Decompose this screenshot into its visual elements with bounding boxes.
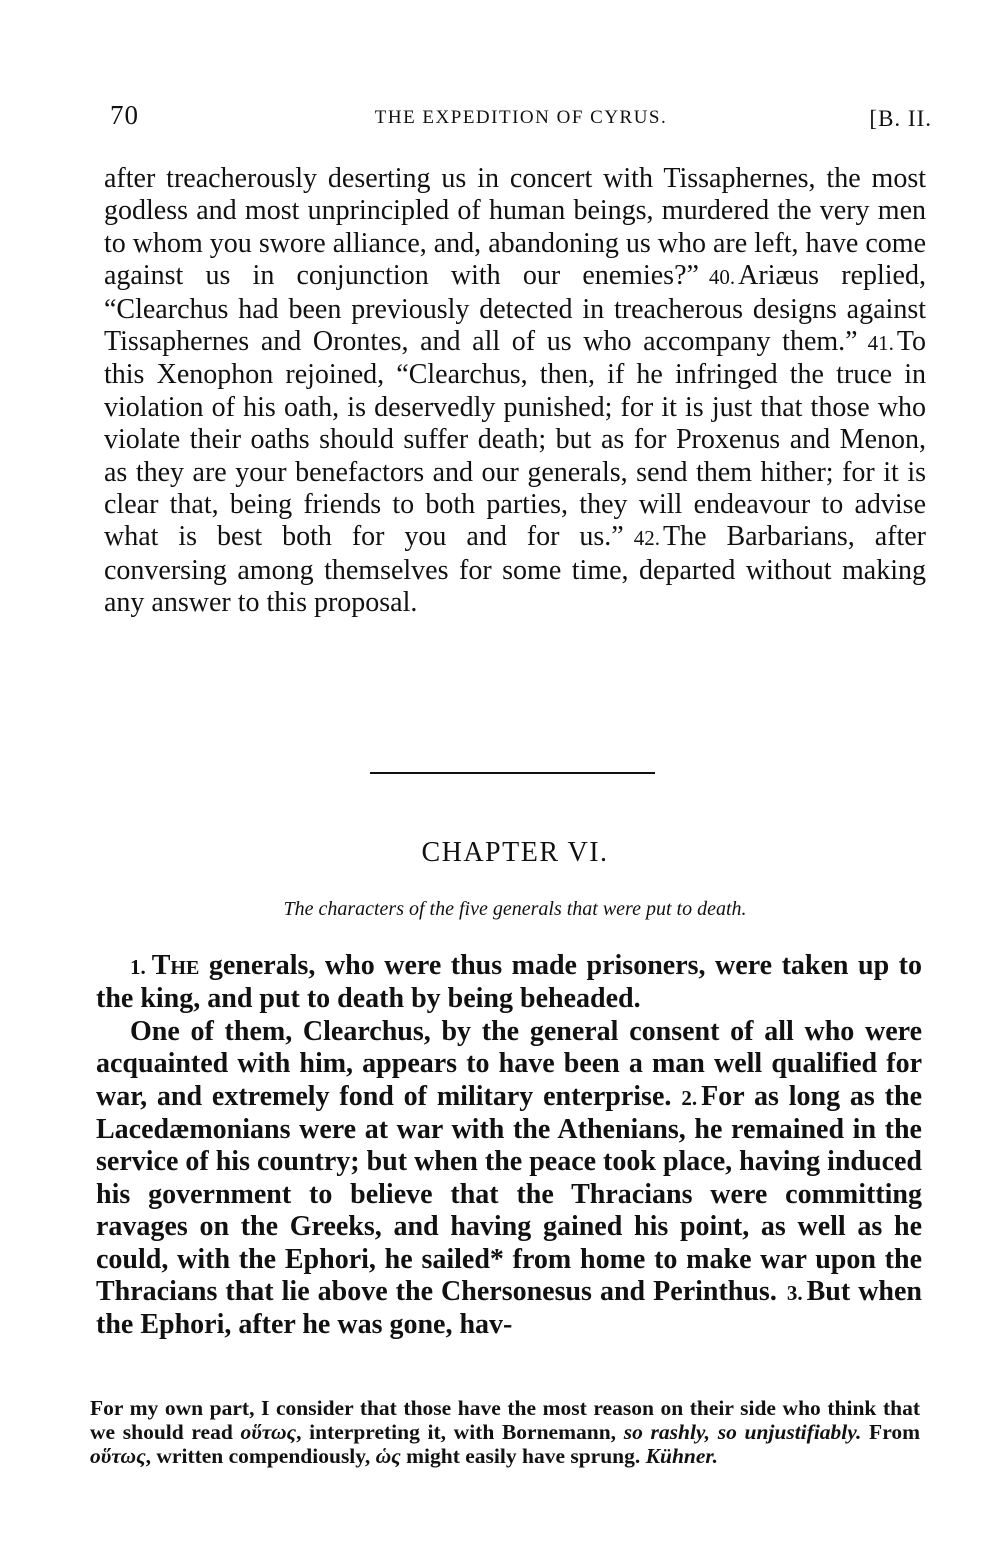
footnote-text: , written compendiously, — [145, 1444, 376, 1468]
running-head — [110, 100, 932, 136]
section-number: 42. — [633, 526, 660, 551]
text-span: generals, who were thus made prisoners, were taken up to the king, and put to death by being beheaded. — [96, 950, 923, 1015]
first-word: The — [151, 950, 200, 981]
text-span: For as long as the Lacedæmonians were at war with the Athenians, he remained in the service of his country; but when the peace took place, having induced his government to believe that the Thracians were committing ravages on the Greeks, and having gained his point, as well as he could, with the Ephori, he sailed* from home to make war upon the Thracians that lie above the Chersonesus and Perinthus. — [96, 1080, 922, 1308]
footnote — [90, 1396, 920, 1468]
text-span: after treacherously deserting us in concert with Tissaphernes, the most godless and most unprincipled of human beings, murdered the very men to whom you swore alliance, and, abandoning us who are left, have come against us in conjunction with our enemies?” — [104, 163, 926, 292]
text-span: But when the Ephori, after he was gone, hav- — [96, 1276, 922, 1341]
chapter-summary: The characters of the five generals that were put to death. — [283, 898, 747, 920]
section-number: 3. — [786, 1281, 803, 1306]
paragraph — [104, 163, 926, 620]
greek-word: ὡς — [375, 1444, 401, 1468]
text-span: To this Xenophon rejoined, “Clearchus, then, if he infringed the truce in violation of his oath, is deservedly punished; for it is just that those who violate their oaths should suffer death; but as for Proxenus and Menon, as they are your benefactors and our generals, send them hither; for it is clear that, being friends to both parties, they will endeavour to advise what is best both for you and for us.” — [104, 326, 926, 553]
footnote-text: From — [861, 1420, 921, 1444]
section-number: 40. — [708, 265, 736, 290]
chapter-body — [96, 950, 922, 1342]
running-title: THE EXPEDITION OF CYRUS. — [374, 107, 668, 128]
section-number: 1. — [130, 955, 146, 979]
section-divider — [370, 772, 655, 774]
footnote-author: Kühner. — [645, 1444, 718, 1468]
book-reference: [B. II. — [869, 106, 932, 131]
text-span: The Barbarians, after conversing among themselves for some time, departed without making any answer to this proposal. — [104, 521, 926, 619]
footnote-text: might easily have sprung. — [400, 1444, 646, 1468]
chapter-title: CHAPTER VI. — [421, 837, 609, 868]
greek-word: οὕτως — [240, 1420, 297, 1444]
paragraph — [96, 1016, 922, 1342]
section-number: 2. — [681, 1085, 698, 1110]
footnote-text: For my own part, I consider that those have the most reason on their side who think that we should read — [90, 1396, 920, 1444]
paragraph — [96, 950, 922, 1016]
italic-phrase: so rashly, so unjustifiably. — [623, 1420, 862, 1444]
text-span: Ariæus replied, “Clearchus had been previously detected in treacherous designs against Tissaphernes and Orontes, and all of us who accompany them.” — [104, 260, 926, 358]
text-span: One of them, Clearchus, by the general consent of all who were acquainted with him, appears to have been a man well qualified for war, and extremely fond of military enterprise. — [96, 1015, 922, 1112]
page-number: 70 — [110, 100, 139, 130]
section-number: 41. — [867, 331, 894, 356]
footnote-text: , interpreting it, with Bornemann, — [296, 1420, 624, 1444]
continuation-paragraph — [104, 163, 926, 620]
greek-word: οὕτως — [90, 1444, 146, 1468]
